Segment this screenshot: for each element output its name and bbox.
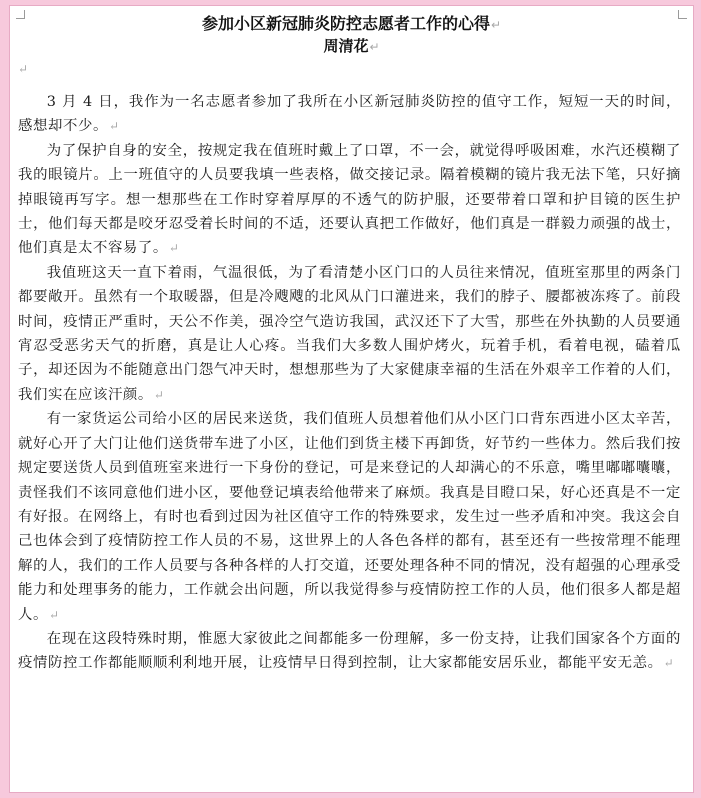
empty-line-mark-icon: ↵ [18, 62, 29, 76]
paragraph-mark-icon: ↵ [153, 387, 165, 402]
paragraph: 为了保护自身的安全，按规定我在值班时戴上了口罩，不一会，就觉得呼吸困难，水汽还模糊了我的眼镜片。上一班值守的人员要我填一些表格，做交接记录。隔着模糊的镜片我无法下笔，只好摘掉眼镜再写字。想一想那些在工作时穿着厚厚的不透气的防护服，还要带着口罩和护目镜的医生护士，他们每天都是咬牙忍受着长时间的不适，还要认真把工作做好，他们真是一群毅力顽强的战士，他们真是太不容易了。↵ [18, 142, 681, 257]
paragraph: 我值班这天一直下着雨，气温很低，为了看清楚小区门口的人员往来情况，值班室那里的两条门都要敞开。虽然有一个取暖器，但是冷飕飕的北风从门口灌进来，我们的脖子、腰都被冻疼了。前段时间，疫情正严重时，天公不作美，强冷空气造访我国，武汉还下了大雪，那些在外执勤的人员要通宵忍受恶劣天气的折磨，真是让人心疼。当我们大多数人围炉烤火，玩着手机，看着电视，磕着瓜子，却还因为不能随意出门怨气冲天时，想想那些为了大家健康幸福的生活在外艰辛工作着的人们，我们实在应该汗颜。↵ [18, 264, 681, 403]
paragraph-mark-icon: ↵ [369, 40, 380, 54]
document-body [18, 90, 681, 676]
paragraph-mark-icon: ↵ [663, 656, 675, 671]
document-page [10, 6, 693, 792]
paragraph: 在现在这段特殊时期，惟愿大家彼此之间都能多一份理解，多一份支持，让我们国家各个方面的疫情防控工作都能顺顺利利地开展，让疫情早日得到控制，让大家都能安居乐业，都能平安无恙。↵ [18, 630, 681, 672]
paragraph-mark-icon: ↵ [168, 241, 180, 256]
paragraph: 有一家货运公司给小区的居民来送货，我们值班人员想着他们从小区门口背东西进小区太辛苦，就好心开了大门让他们送货带车进了小区，让他们到货主楼下再卸货，好节约一些体力。然后我们按规定要送货人员到值班室来进行一下身份的登记，可是来登记的人却满心的不乐意，嘴里嘟嘟囔囔，责怪我们不该同意他们进小区，要他登记填表给他带来了麻烦。我真是目瞪口呆，好心还真是不一定有好报。在网络上，有时也看到过因为社区值守工作的特殊要求，发生过一些矛盾和冲突。我这会自己也体会到了疫情防控工作人员的不易，这世界上的人各色各样的都有，甚至还有一些按常理不能理解的人，我们的工作人员要与各种各样的人打交道，还要处理各种不同的情况，没有超强的心理承受能力和处理事务的能力，工作就会出问题，所以我觉得参与疫情防控工作的人员，他们很多人都是超人。↵ [18, 411, 681, 623]
paragraph: 3 月 4 日，我作为一名志愿者参加了我所在小区新冠肺炎防控的值守工作，短短一天的时间，感想却不少。↵ [18, 94, 681, 135]
document-title: 参加小区新冠肺炎防控志愿者工作的心得↵ [201, 14, 502, 33]
paragraph-mark-icon: ↵ [490, 18, 502, 32]
document-author: 周清花↵ [323, 37, 380, 55]
paragraph-mark-icon: ↵ [108, 119, 120, 134]
paragraph-mark-icon: ↵ [48, 607, 60, 622]
